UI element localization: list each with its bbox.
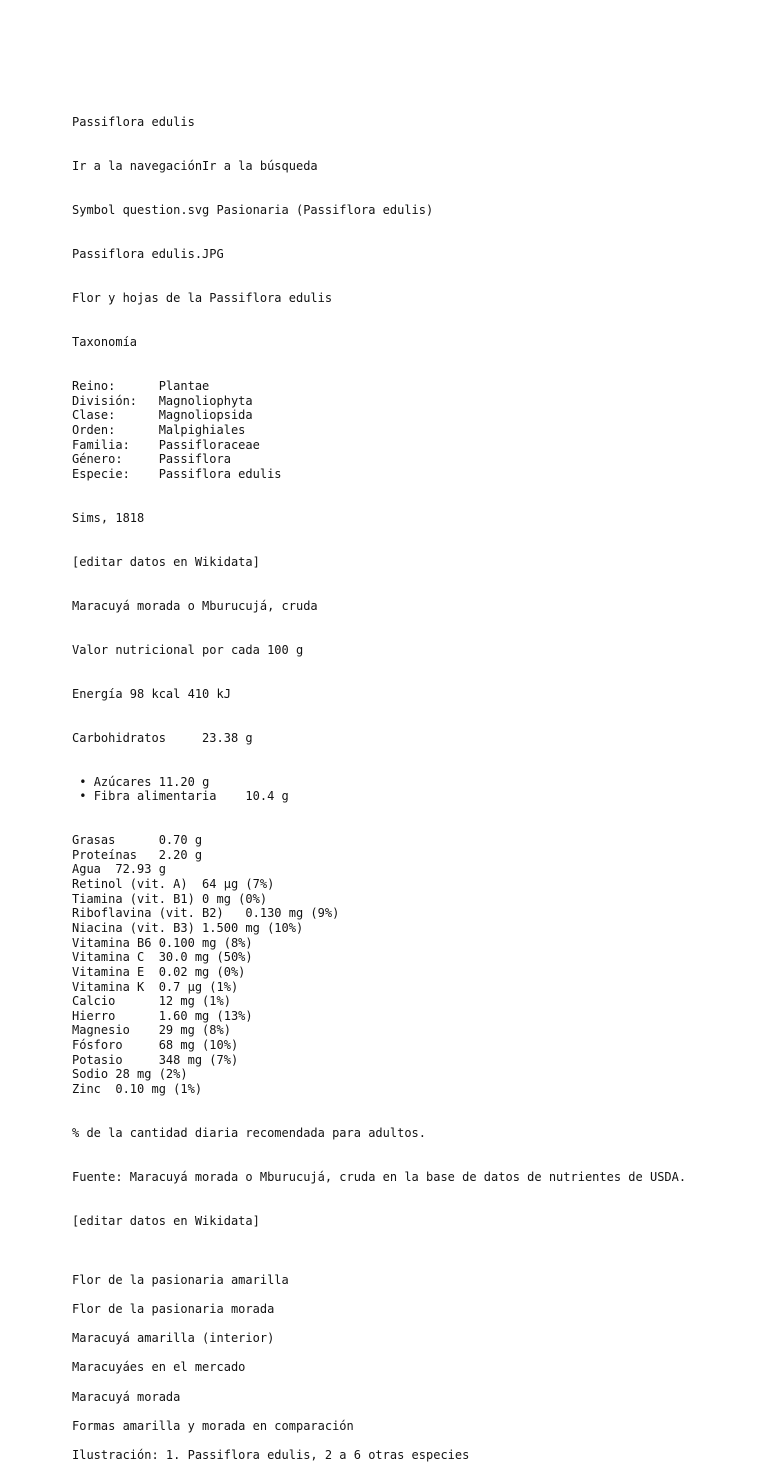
gallery-caption: Flor de la pasionaria amarilla — [72, 1272, 289, 1287]
nutrition-row — [72, 906, 752, 921]
nutrient-label[interactable]: Vitamina K — [72, 979, 159, 994]
nutrient-value: 0.100 mg (8%) — [158, 935, 253, 950]
nutrient-value: 11.20 g — [158, 774, 210, 789]
carbs-label: Carbohidratos — [72, 730, 166, 745]
nutrition-row — [72, 877, 752, 892]
taxonomy-row — [72, 452, 752, 467]
taxonomy-authority: Sims, 1818 — [72, 510, 145, 525]
nutrient-label[interactable]: Proteínas — [72, 847, 159, 862]
taxonomy-label: Clase: — [72, 408, 159, 423]
nutrient-label[interactable]: Tiamina (vit. B1) — [72, 891, 203, 906]
blank-line — [72, 1434, 752, 1449]
taxonomy-label: División: — [72, 393, 159, 408]
nutrient-value: 1.500 mg (10%) — [202, 920, 304, 935]
nutrient-value: 68 mg (10%) — [158, 1038, 239, 1053]
blank-line — [72, 1287, 752, 1302]
taxonomy-value[interactable]: Malpighiales — [158, 422, 246, 437]
nutrition-source: Fuente: Maracuyá morada o Mburucujá, cruda en la base de datos de nutrientes de USDA. — [72, 1169, 687, 1184]
nutrition-sub-list — [72, 775, 752, 804]
nutrient-value: 12 mg (1%) — [158, 994, 231, 1009]
nutrition-table — [72, 833, 752, 1097]
taxonomy-row — [72, 408, 752, 423]
nutrition-row — [72, 1038, 752, 1053]
taxonomy-heading: Taxonomía — [72, 335, 138, 350]
nutrition-row — [72, 921, 752, 936]
gallery-caption: Maracuyá amarilla (interior) — [72, 1331, 275, 1346]
nutrient-value: 72.93 g — [115, 862, 166, 877]
gallery-caption: Maracuyá morada — [72, 1389, 181, 1404]
nutrition-row — [72, 965, 752, 980]
taxonomy-value[interactable]: Passifloraceae — [158, 437, 260, 452]
image-file-link[interactable]: Passiflora edulis.JPG — [72, 247, 224, 262]
nutrient-label[interactable]: Agua — [72, 862, 116, 877]
taxonomy-label: Orden: — [72, 422, 159, 437]
taxonomy-value[interactable]: Plantae — [158, 379, 210, 394]
taxonomy-row — [72, 467, 752, 482]
taxonomy-row — [72, 438, 752, 453]
nutrient-label[interactable]: Vitamina C — [72, 950, 159, 965]
nutrient-value: 348 mg (7%) — [158, 1052, 239, 1067]
blank-line — [72, 1404, 752, 1419]
nutrient-value: 2.20 g — [158, 847, 203, 862]
taxonomy-row — [72, 379, 752, 394]
nutrition-row — [72, 994, 752, 1009]
nutrient-label[interactable]: Riboflavina (vit. B2) — [72, 906, 246, 921]
nutrient-label[interactable]: Potasio — [72, 1052, 159, 1067]
blank-line — [72, 1316, 752, 1331]
blank-line — [72, 1375, 752, 1390]
nutrient-label[interactable]: Fósforo — [72, 1038, 159, 1053]
nutrient-label[interactable]: Sodio — [72, 1067, 116, 1082]
nutrition-row — [72, 1053, 752, 1068]
nutrient-label: Azúcares — [93, 774, 159, 789]
nutrient-value: 0.130 mg (9%) — [245, 906, 340, 921]
blank-line — [72, 1258, 752, 1273]
gallery-caption: Ilustración: 1. Passiflora edulis, 2 a 6 otras especies — [72, 1448, 470, 1463]
taxonomy-table — [72, 379, 752, 481]
nutrient-label[interactable]: Zinc — [72, 1082, 116, 1097]
taxonomy-row — [72, 423, 752, 438]
nutrient-label[interactable]: Magnesio — [72, 1023, 159, 1038]
nutrition-per: Valor nutricional por cada 100 g — [72, 642, 304, 657]
nutrient-label: Fibra alimentaria — [93, 789, 246, 804]
taxonomy-label: Género: — [72, 452, 159, 467]
nutrition-row — [72, 833, 752, 848]
nutrient-label[interactable]: Grasas — [72, 833, 159, 848]
nutrition-row — [72, 950, 752, 965]
taxonomy-value[interactable]: Passiflora edulis — [158, 466, 282, 481]
gallery-caption: Flor de la pasionaria morada — [72, 1301, 275, 1316]
taxonomy-label: Reino: — [72, 379, 159, 394]
nutrient-label[interactable]: Vitamina B6 — [72, 935, 159, 950]
nutrient-label[interactable]: Retinol (vit. A) — [72, 877, 203, 892]
nutrient-value: 0.7 µg (1%) — [158, 979, 239, 994]
nutrition-sub-item: • Azúcares 11.20 g — [72, 774, 210, 789]
edit-wikidata-link-2[interactable]: [editar datos en Wikidata] — [72, 1213, 260, 1228]
nutrient-label[interactable]: Vitamina E — [72, 964, 159, 979]
nutrition-row — [72, 936, 752, 951]
nutrient-label[interactable]: Niacina (vit. B3) — [72, 920, 203, 935]
nutrition-row — [72, 980, 752, 995]
article-text — [72, 86, 752, 1477]
taxonomy-label: Familia: — [72, 437, 159, 452]
taxonomy-value[interactable]: Magnoliophyta — [158, 393, 253, 408]
skip-links[interactable]: Ir a la navegaciónIr a la búsqueda — [72, 159, 318, 174]
edit-wikidata-link[interactable]: [editar datos en Wikidata] — [72, 554, 260, 569]
gallery-captions — [72, 1258, 752, 1463]
nutrition-row — [72, 1082, 752, 1097]
nutrient-value: 0 mg (0%) — [202, 891, 268, 906]
carbs-value: 23.38 g — [202, 730, 253, 745]
nutrient-value: 10.4 g — [245, 789, 289, 804]
image-description: Flor y hojas de la Passiflora edulis — [72, 291, 333, 306]
gallery-caption: Formas amarilla y morada en comparación — [72, 1418, 354, 1433]
nutrition-row — [72, 1009, 752, 1024]
taxonomy-row — [72, 394, 752, 409]
nutrition-row — [72, 892, 752, 907]
nutrient-value: 28 mg (2%) — [115, 1067, 188, 1082]
nutrition-row — [72, 1023, 752, 1038]
nutrient-label[interactable]: Calcio — [72, 994, 159, 1009]
nutrient-value: 29 mg (8%) — [158, 1023, 231, 1038]
nutrition-row — [72, 862, 752, 877]
nutrition-footnote: % de la cantidad diaria recomendada para adultos. — [72, 1125, 427, 1140]
taxonomy-value[interactable]: Passiflora — [158, 452, 231, 467]
nutrient-value: 0.10 mg (1%) — [115, 1082, 203, 1097]
nutrient-value: 0.70 g — [158, 833, 203, 848]
nutrient-value: 0.02 mg (0%) — [158, 964, 246, 979]
nutrient-value: 1.60 mg (13%) — [158, 1008, 253, 1023]
nutrition-title: Maracuyá morada o Mburucujá, cruda — [72, 598, 318, 613]
nutrition-sub-item: • Fibra alimentaria 10.4 g — [72, 789, 289, 804]
taxonomy-label: Especie: — [72, 466, 159, 481]
nutrient-value: 30.0 mg (50%) — [158, 950, 253, 965]
page-title: Passiflora edulis — [72, 115, 195, 130]
nutrition-row — [72, 1067, 752, 1082]
nutrition-row — [72, 848, 752, 863]
nutrient-value: 64 µg (7%) — [202, 877, 275, 892]
nutrient-label[interactable]: Hierro — [72, 1008, 159, 1023]
nutrition-energy: Energía 98 kcal 410 kJ — [72, 686, 231, 701]
gallery-caption: Maracuyáes en el mercado — [72, 1360, 246, 1375]
image-caption: Symbol question.svg Pasionaria (Passiflora edulis) — [72, 203, 434, 218]
nutrition-carbs — [72, 731, 752, 746]
taxonomy-value[interactable]: Magnoliopsida — [158, 408, 253, 423]
blank-line — [72, 1346, 752, 1361]
